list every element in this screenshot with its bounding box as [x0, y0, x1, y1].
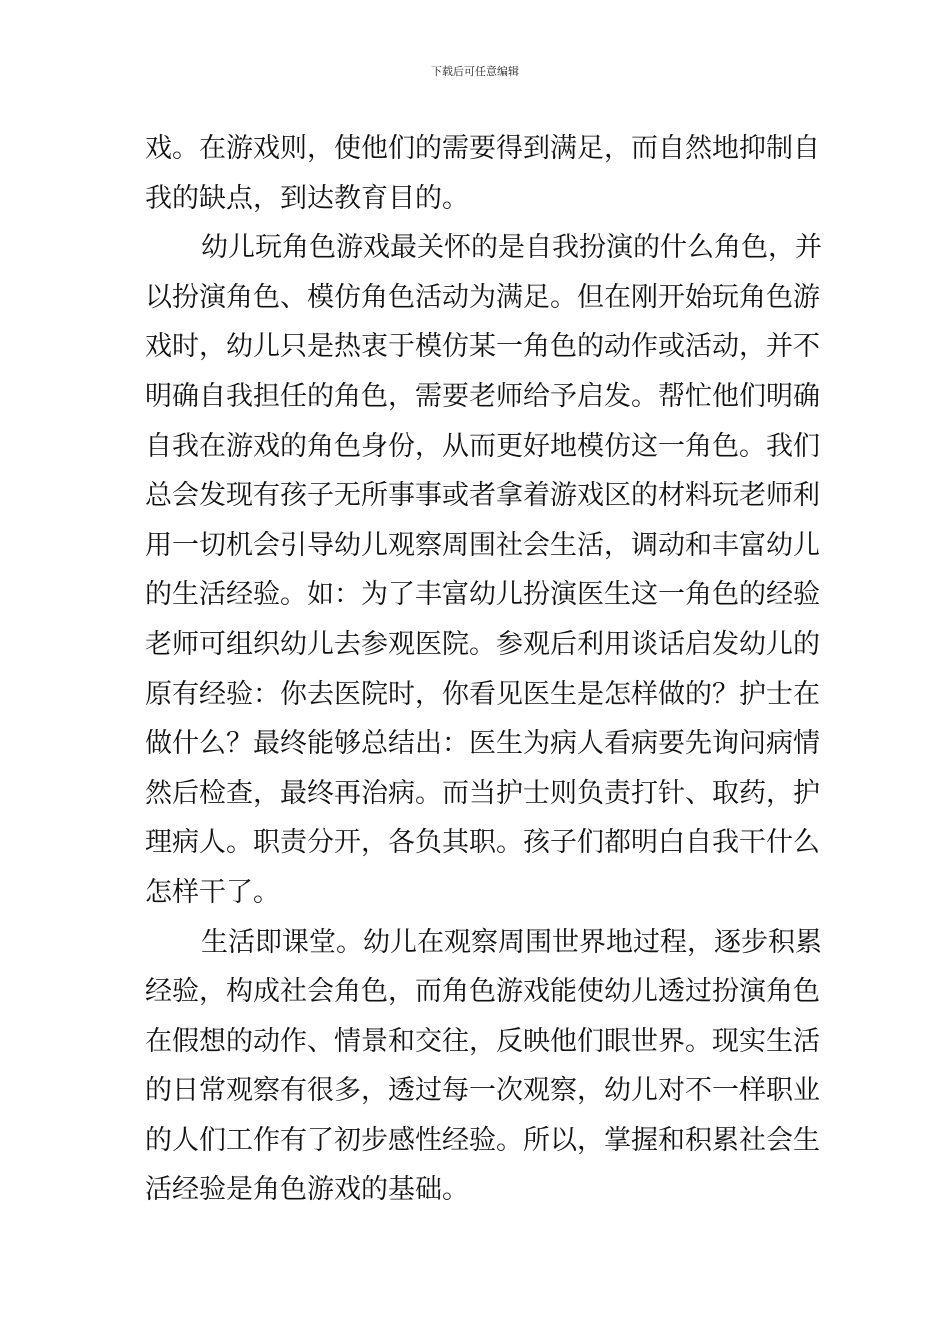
- paragraph-2: [145, 223, 822, 917]
- document-body: [145, 124, 822, 1215]
- paragraph-line: 活经验是角色游戏的基础。: [145, 1174, 469, 1206]
- paragraph-line: 原有经验：你去医院时，你看见医生是怎样做的？护士在: [145, 678, 820, 710]
- page-header: 下载后可任意编辑: [431, 65, 519, 78]
- paragraph-line: 怎样干了。: [145, 876, 280, 908]
- paragraph-line: 我的缺点，到达教育目的。: [145, 182, 469, 214]
- paragraph-line: 戏。在游戏则，使他们的需要得到满足，而自然地抑制自: [145, 133, 820, 164]
- paragraph-line: 经验，构成社会角色，而角色游戏能使幼儿透过扮演角色: [145, 976, 820, 1008]
- paragraph-line: 明确自我担任的角色，需要老师给予启发。帮忙他们明确: [145, 380, 820, 412]
- paragraph-line: 幼儿玩角色游戏最关怀的是自我扮演的什么角色，并: [201, 232, 822, 264]
- paragraph-line: 生活即课堂。幼儿在观察周围世界地过程，逐步积累: [201, 926, 822, 958]
- paragraph-1: [145, 124, 820, 223]
- paragraph-line: 做什么？最终能够总结出：医生为病人看病要先询问病情: [145, 728, 820, 760]
- paragraph-line: 然后检查，最终再治病。而当护士则负责打针、取药，护: [145, 777, 820, 809]
- paragraph-line: 用一切机会引导幼儿观察周围社会生活，调动和丰富幼儿: [145, 529, 820, 561]
- paragraph-line: 总会发现有孩子无所事事或者拿着游戏区的材料玩老师利: [145, 480, 820, 512]
- paragraph-line: 的人们工作有了初步感性经验。所以，掌握和积累社会生: [145, 1124, 820, 1156]
- paragraph-line: 在假想的动作、情景和交往，反映他们眼世界。现实生活: [145, 1025, 820, 1057]
- paragraph-3: [145, 918, 822, 1216]
- paragraph-line: 的日常观察有很多，透过每一次观察，幼儿对不一样职业: [145, 1075, 820, 1107]
- paragraph-line: 戏时，幼儿只是热衷于模仿某一角色的动作或活动，并不: [145, 331, 820, 363]
- paragraph-line: 的生活经验。如：为了丰富幼儿扮演医生这一角色的经验: [145, 579, 820, 611]
- paragraph-line: 老师可组织幼儿去参观医院。参观后利用谈话启发幼儿的: [145, 628, 820, 660]
- paragraph-line: 理病人。职责分开，各负其职。孩子们都明白自我干什么: [145, 827, 820, 859]
- paragraph-line: 自我在游戏的角色身份，从而更好地模仿这一角色。我们: [145, 430, 820, 462]
- paragraph-line: 以扮演角色、模仿角色活动为满足。但在刚开始玩角色游: [145, 281, 820, 313]
